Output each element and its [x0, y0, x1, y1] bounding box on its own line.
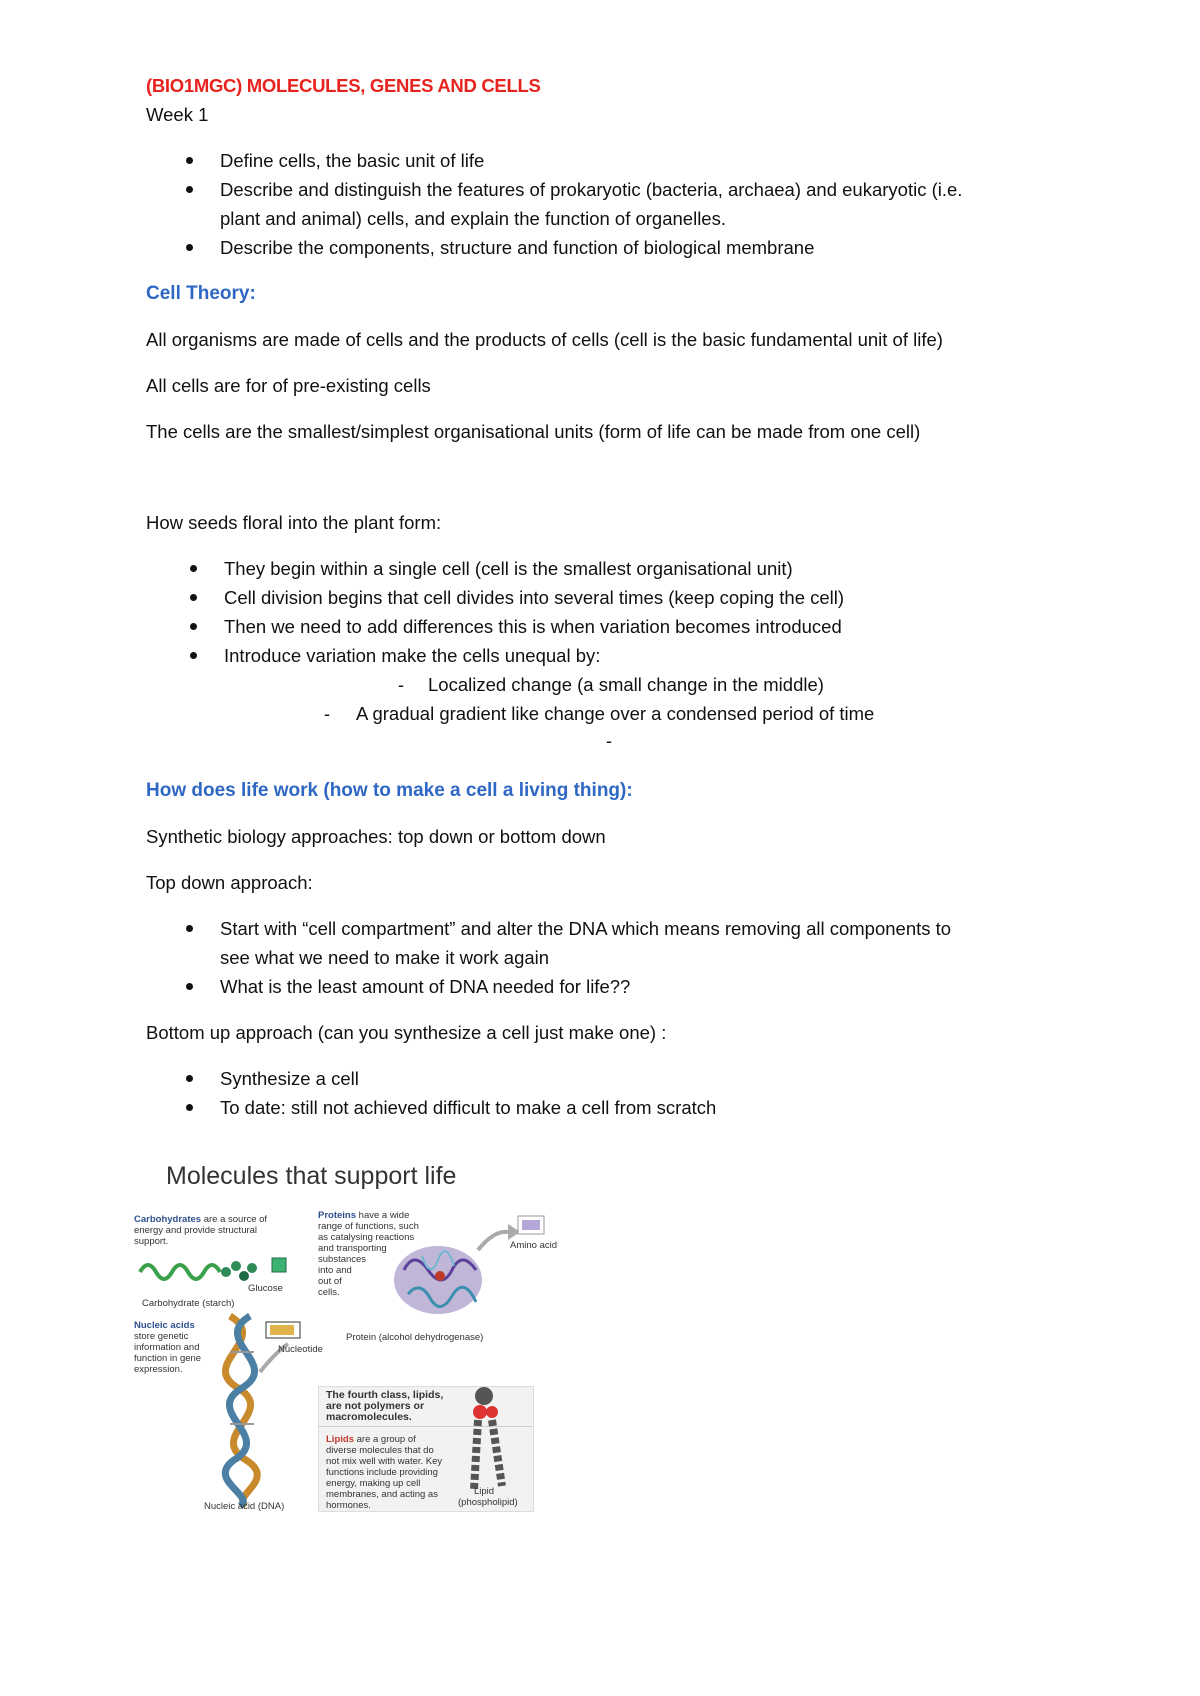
amino-acid-label: Amino acid	[510, 1240, 557, 1251]
paragraph: The cells are the smallest/simplest organisational units (form of life can be made from one cell)	[146, 421, 921, 442]
lipids-text: membranes, and acting as	[326, 1489, 438, 1500]
nucleic-text: function in gene	[134, 1353, 202, 1364]
proteins-text: range of functions, such	[318, 1221, 419, 1232]
proteins-text: Proteins have a wide	[318, 1210, 410, 1221]
objective-item: Define cells, the basic unit of life	[220, 150, 485, 171]
objective-item: Describe and distinguish the features of prokaryotic (bacteria, archaea) and eukaryotic (i.e.	[220, 179, 963, 200]
bullet	[186, 983, 193, 990]
paragraph: Synthetic biology approaches: top down or bottom down	[146, 826, 606, 847]
list-item: They begin within a single cell (cell is the smallest organisational unit)	[224, 558, 793, 579]
bullet	[186, 186, 193, 193]
proteins-text: out of	[318, 1276, 342, 1287]
dna-helix-illustration	[216, 1312, 316, 1508]
carbohydrates-text: Carbohydrates are a source of	[134, 1214, 268, 1225]
dna-caption: Nucleic acid (DNA)	[204, 1501, 285, 1512]
list-item: Then we need to add differences this is when variation becomes introduced	[224, 616, 842, 637]
paragraph: Bottom up approach (can you synthesize a cell just make one) :	[146, 1022, 667, 1043]
lipid-caption: (phospholipid)	[458, 1497, 518, 1508]
list-item: Introduce variation make the cells unequal by:	[224, 645, 601, 666]
lipids-text: not mix well with water. Key	[326, 1456, 443, 1467]
nucleic-acids-label: Nucleic acids	[134, 1320, 195, 1331]
proteins-text: into and	[318, 1265, 352, 1276]
proteins-text: as catalysing reactions	[318, 1232, 415, 1243]
lipids-text: energy, making up cell	[326, 1478, 421, 1489]
phospholipid-illustration	[458, 1386, 518, 1496]
sub-list-item: Localized change (a small change in the middle)	[428, 674, 824, 695]
lipids-text: Lipids are a group of	[326, 1434, 416, 1445]
molecules-figure	[132, 1160, 568, 1512]
objective-item-continued: plant and animal) cells, and explain the function of organelles.	[220, 208, 726, 229]
bullet	[190, 565, 197, 572]
objective-item: Describe the components, structure and function of biological membrane	[220, 237, 815, 258]
paragraph: All organisms are made of cells and the products of cells (cell is the basic fundamental unit of life)	[146, 329, 943, 350]
lipid-header: The fourth class, lipids,	[326, 1389, 444, 1401]
paragraph: Top down approach:	[146, 872, 313, 893]
carbohydrates-label: Carbohydrates	[134, 1214, 202, 1225]
nucleic-label-row	[134, 1320, 195, 1331]
glucose-label: Glucose	[248, 1283, 283, 1294]
bullet	[186, 157, 193, 164]
paragraph: All cells are for of pre-existing cells	[146, 375, 431, 396]
lipids-label: Lipids	[326, 1434, 354, 1445]
starch-caption: Carbohydrate (starch)	[142, 1298, 235, 1309]
list-item: Start with “cell compartment” and alter the DNA which means removing all components to	[220, 918, 952, 939]
bullet	[186, 1075, 193, 1082]
lipid-caption: Lipid	[474, 1486, 495, 1497]
section-heading-cell-theory: Cell Theory:	[146, 283, 256, 304]
list-item-continued: see what we need to make it work again	[220, 947, 550, 968]
bullet	[186, 1104, 193, 1111]
dash-marker: -	[398, 675, 404, 695]
dash-marker: -	[324, 704, 330, 724]
protein-structure-illustration	[368, 1210, 548, 1330]
dash-marker: -	[606, 731, 612, 751]
proteins-text: cells.	[318, 1287, 340, 1298]
figure-title: Molecules that support life	[166, 1162, 457, 1190]
bullet	[190, 594, 197, 601]
bullet	[190, 623, 197, 630]
bullet	[186, 925, 193, 932]
sub-list-item: A gradual gradient like change over a condensed period of time	[356, 703, 875, 724]
section-heading-life: How does life work (how to make a cell a living thing):	[146, 780, 633, 801]
nucleic-text: store genetic	[134, 1331, 189, 1342]
proteins-text: substances	[318, 1254, 367, 1265]
lipids-text: functions include providing	[326, 1467, 438, 1478]
carbohydrates-text: energy and provide structural	[134, 1225, 258, 1236]
nucleotide-label: Nucleotide	[278, 1344, 323, 1355]
lipids-text: hormones.	[326, 1500, 371, 1511]
nucleic-text: information and	[134, 1342, 200, 1353]
week-label: Week 1	[146, 104, 209, 125]
nucleic-text: expression.	[134, 1364, 183, 1375]
proteins-text: and transporting	[318, 1243, 387, 1254]
proteins-label: Proteins	[318, 1210, 357, 1221]
bullet	[186, 244, 193, 251]
paragraph: How seeds floral into the plant form:	[146, 512, 442, 533]
carbohydrates-text: support.	[134, 1236, 169, 1247]
list-item: To date: still not achieved difficult to make a cell from scratch	[220, 1097, 717, 1118]
document-title: (BIO1MGC) MOLECULES, GENES AND CELLS	[146, 75, 541, 96]
lipid-header: are not polymers or	[326, 1400, 425, 1412]
protein-caption: Protein (alcohol dehydrogenase)	[346, 1332, 484, 1343]
list-item: What is the least amount of DNA needed for life??	[220, 976, 631, 997]
bullet	[190, 652, 197, 659]
list-item: Synthesize a cell	[220, 1068, 359, 1089]
list-item: Cell division begins that cell divides into several times (keep coping the cell)	[224, 587, 845, 608]
starch-chain-illustration	[138, 1252, 298, 1286]
lipids-text: diverse molecules that do	[326, 1445, 434, 1456]
lipid-header: macromolecules.	[326, 1411, 412, 1423]
